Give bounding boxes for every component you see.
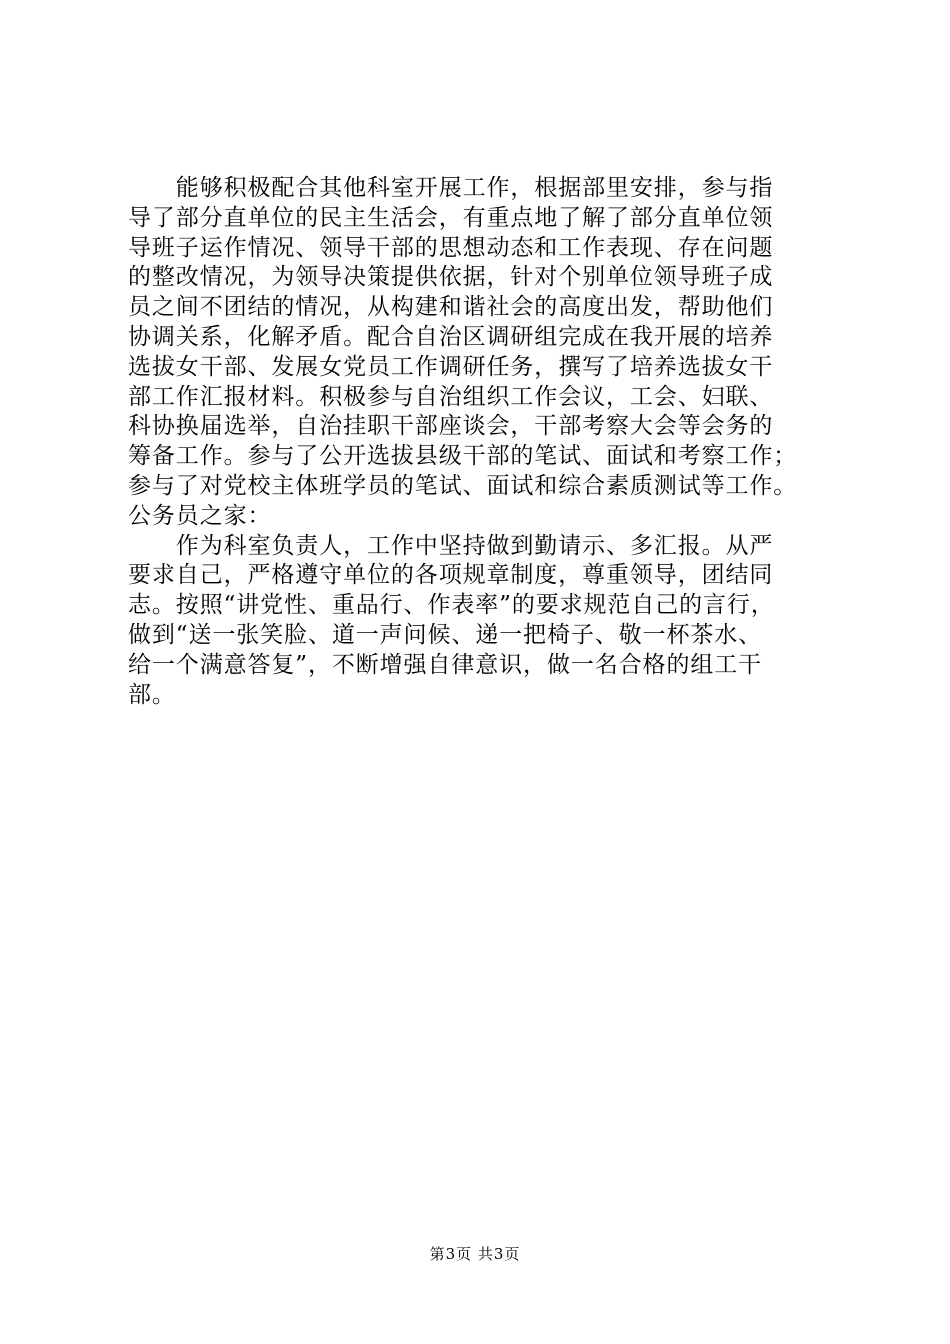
text-line: 公务员之家： — [128, 502, 272, 529]
text-line: 要求自己，严格遵守单位的各项规章制度，尊重领导，团结同 — [128, 562, 774, 589]
text-line: 导班子运作情况、领导干部的思想动态和工作表现、存在问题 — [128, 234, 774, 261]
text-line: 参与了对党校主体班学员的笔试、面试和综合素质测试等工作。 — [128, 472, 798, 499]
text-line: 能够积极配合其他科室开展工作，根据部里安排，参与指 — [128, 175, 774, 201]
text-line: 志。按照“讲党性、重品行、作表率”的要求规范自己的言行， — [128, 592, 775, 619]
page-footer: 第3页 共3页 — [429, 1245, 521, 1263]
text-line: 作为科室负责人，工作中坚持做到勤请示、多汇报。从严 — [128, 532, 774, 559]
text-line: 部工作汇报材料。积极参与自治组织工作会议，工会、妇联、 — [128, 383, 774, 410]
text-line: 的整改情况，为领导决策提供依据，针对个别单位领导班子成 — [128, 264, 774, 291]
text-line: 员之间不团结的情况，从构建和谐社会的高度出发，帮助他们 — [128, 294, 774, 321]
text-line: 部。 — [128, 681, 176, 708]
text-line: 选拔女干部、发展女党员工作调研任务，撰写了培养选拔女干 — [128, 353, 774, 380]
text-line: 给一个满意答复”，不断增强自律意识，做一名合格的组工干 — [128, 651, 763, 678]
text-line: 筹备工作。参与了公开选拔县级干部的笔试、面试和考察工作； — [128, 443, 798, 470]
text-line: 做到“送一张笑脸、道一声问候、递一把椅子、敬一杯茶水、 — [128, 621, 763, 648]
text-line: 导了部分直单位的民主生活会，有重点地了解了部分直单位领 — [128, 204, 774, 231]
text-line: 科协换届选举，自治挂职干部座谈会，干部考察大会等会务的 — [128, 413, 774, 440]
document-body — [128, 174, 840, 710]
text-line: 协调关系，化解矛盾。配合自治区调研组完成在我开展的培养 — [128, 323, 774, 350]
